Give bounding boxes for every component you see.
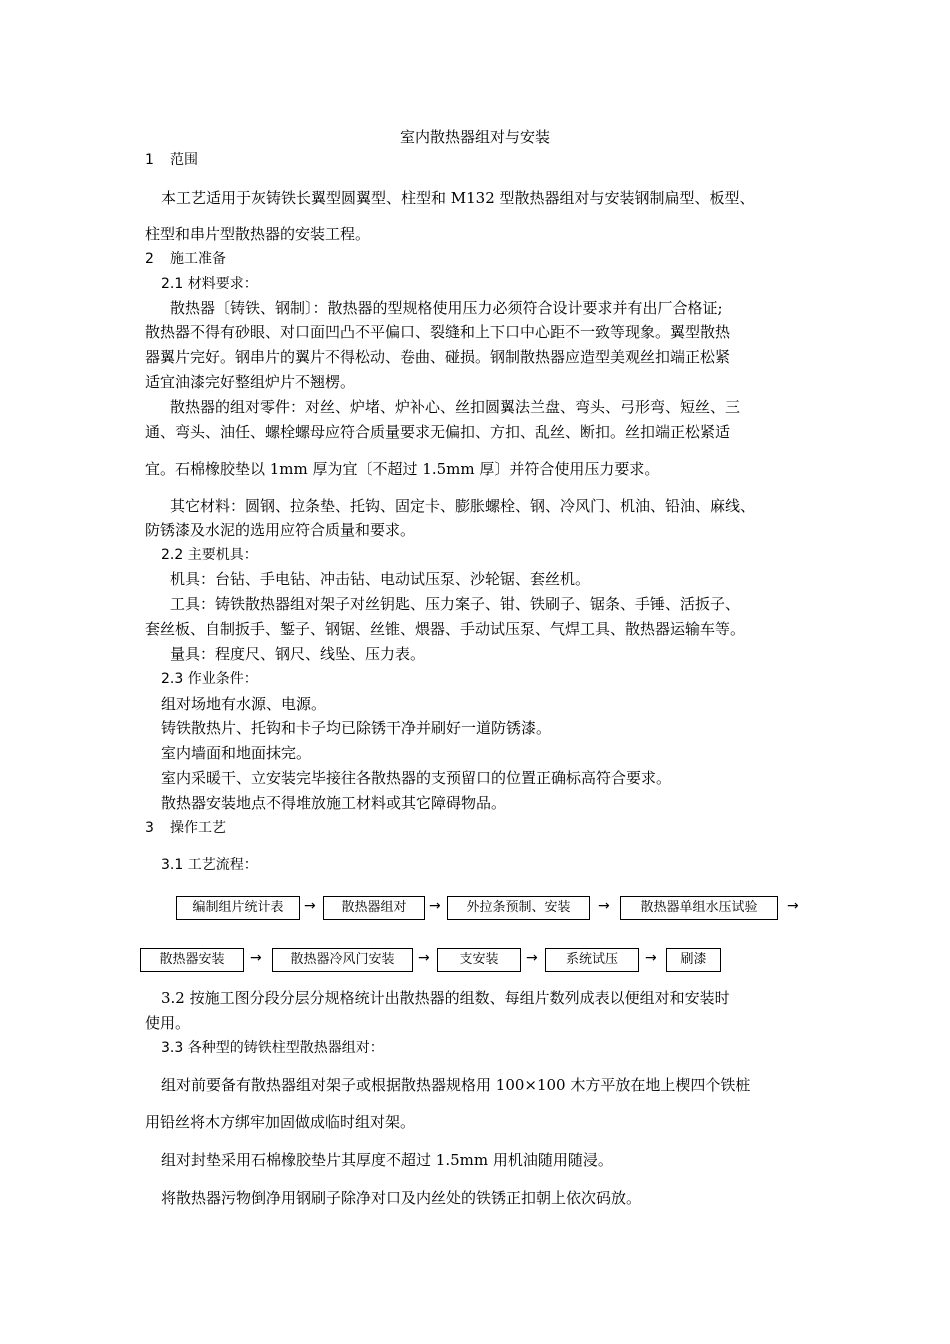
subsection-2-2-heading: 2.2 主要机具： [161,547,258,563]
materials-line-6: 通、弯头、油任、螺栓螺母应符合质量要求无偏扣、方扣、乱丝、断扣。丝扣端正松紧适 [145,423,731,441]
conditions-line-1: 组对场地有水源、电源。 [161,695,327,713]
tools-line-2: 工具：铸铁散热器组对架子对丝钥匙、压力案子、钳、铁刷子、锯条、手锤、活扳子、 [170,595,741,613]
flow-arrow: → [787,898,799,914]
conditions-line-4: 室内采暖干、立安装完毕接往各散热器的支预留口的位置正确标高符合要求。 [161,769,672,787]
materials-line-4: 适宜油漆完好整组炉片不翘楞。 [145,373,356,391]
conditions-line-2: 铸铁散热片、托钩和卡子均已除锈干净并刷好一道防锈漆。 [161,719,552,737]
flow-arrow: → [598,898,610,914]
materials-line-9: 防锈漆及水泥的选用应符合质量和要求。 [145,521,416,539]
flow-arrow: → [250,950,262,966]
subsection-3-2-line-2: 使用。 [145,1014,191,1032]
subsection-2-1-heading: 2.1 材料要求： [161,276,258,292]
conditions-line-3: 室内墙面和地面抹完。 [161,744,312,762]
subsection-3-2-line-1: 3.2 按施工图分段分层分规格统计出散热器的组数、每组片数列成表以便组对和安装时 [161,989,730,1007]
assembly-line-2: 用铅丝将木方绑牢加固做成临时组对架。 [145,1113,416,1131]
section-2-number: 2 [145,251,154,267]
subsection-2-3-heading: 2.3 作业条件： [161,671,258,687]
flow-arrow: → [645,950,657,966]
flow-step-8: 系统试压 [545,948,639,972]
flow-step-9: 刷漆 [666,948,721,972]
materials-line-1: 散热器〔铸铁、钢制〕：散热器的型规格使用压力必须符合设计要求并有出厂合格证; [170,299,723,317]
materials-line-5: 散热器的组对零件：对丝、炉堵、炉补心、丝扣圆翼法兰盘、弯头、弓形弯、短丝、三 [170,398,741,416]
assembly-line-3: 组对封垫采用石棉橡胶垫片其厚度不超过 1.5mm 用机油随用随浸。 [161,1151,613,1169]
flow-step-6: 散热器冷风门安装 [272,948,413,972]
flow-step-5: 散热器安装 [140,948,244,972]
tools-line-1: 机具：台钻、手电钻、冲击钻、电动试压泵、沙轮锯、套丝机。 [170,570,591,588]
page-title: 室内散热器组对与安装 [399,128,550,146]
materials-line-2: 散热器不得有砂眼、对口面凹凸不平偏口、裂缝和上下口中心距不一致等现象。翼型散热 [145,323,731,341]
flow-step-7: 支安装 [437,948,521,972]
materials-line-7: 宜。石棉橡胶垫以 1mm 厚为宜〔不超过 1.5mm 厚〕并符合使用压力要求。 [145,460,660,478]
flow-arrow: → [418,950,430,966]
flow-step-1: 编制组片统计表 [176,896,300,920]
section-2-heading: 施工准备 [170,251,226,267]
flow-arrow: → [429,898,441,914]
assembly-line-4: 将散热器污物倒净用钢刷子除净对口及内丝处的铁锈正扣朝上依次码放。 [161,1189,642,1207]
flow-arrow: → [304,898,316,914]
section-3-heading: 操作工艺 [170,820,226,836]
section-1-number: 1 [145,152,154,168]
scope-paragraph-line-1: 本工艺适用于灰铸铁长翼型圆翼型、柱型和 M132 型散热器组对与安装钢制扁型、板型、 [161,189,755,207]
section-3-number: 3 [145,820,154,836]
materials-line-8: 其它材料：圆钢、拉条垫、托钩、固定卡、膨胀螺栓、钢、冷风门、机油、铅油、麻线、 [170,497,756,515]
conditions-line-5: 散热器安装地点不得堆放施工材料或其它障碍物品。 [161,794,507,812]
scope-paragraph-line-2: 柱型和串片型散热器的安装工程。 [145,225,371,243]
flow-arrow: → [526,950,538,966]
tools-line-3: 套丝板、自制扳手、錾子、钢锯、丝锥、煨器、手动试压泵、气焊工具、散热器运输车等。 [145,620,746,638]
subsection-3-1-heading: 3.1 工艺流程： [161,857,258,873]
flow-step-4: 散热器单组水压试验 [620,896,778,920]
materials-line-3: 器翼片完好。钢串片的翼片不得松动、卷曲、碰损。钢制散热器应造型美观丝扣端正松紧 [145,348,731,366]
section-1-heading: 范围 [170,152,198,168]
flow-step-2: 散热器组对 [323,896,425,920]
tools-line-4: 量具：程度尺、钢尺、线坠、压力表。 [170,645,426,663]
subsection-3-3-heading: 3.3 各种型的铸铁柱型散热器组对： [161,1040,384,1056]
flow-step-3: 外拉条预制、安装 [447,896,590,920]
assembly-line-1: 组对前要备有散热器组对架子或根据散热器规格用 100×100 木方平放在地上楔四个铁桩 [161,1076,751,1094]
